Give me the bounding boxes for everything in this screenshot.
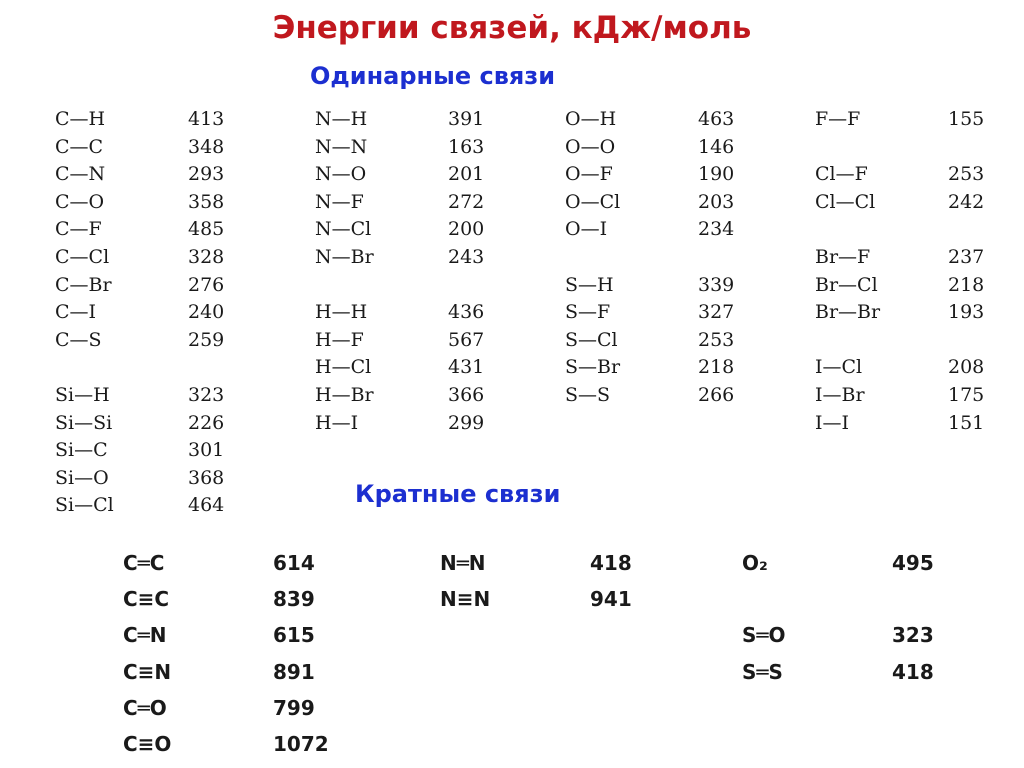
bond-energy: 567 (448, 328, 485, 351)
bond-energy: 495 (892, 551, 934, 575)
bond-label: H—H (315, 301, 368, 324)
bond-label: C—F (55, 218, 102, 241)
bond-label: C═O (123, 695, 167, 720)
bond-energy: 190 (698, 163, 735, 186)
bond-energy: 463 (698, 108, 735, 130)
bond-label: I—Br (815, 384, 865, 406)
slide-title: Энергии связей, кДж/моль (272, 10, 752, 46)
bond-energy: 200 (448, 218, 485, 241)
bond-label: Cl—F (815, 163, 868, 186)
bond-label: S—H (565, 273, 614, 296)
bond-energy: 418 (892, 659, 934, 684)
bond-label: F—F (815, 108, 861, 130)
bond-label: C≡C (123, 587, 170, 612)
bond-energy: 327 (698, 301, 735, 324)
bond-label: C—H (55, 108, 106, 130)
bond-energy: 208 (948, 356, 985, 379)
multiple-bonds-heading: Кратные связи (355, 480, 561, 508)
bond-energy: 237 (948, 246, 985, 268)
bond-energy: 201 (448, 163, 485, 186)
bond-energy: 891 (273, 659, 315, 684)
bond-energy: 839 (273, 587, 315, 612)
bond-label: Si—C (55, 439, 108, 462)
bond-label: O₂ (742, 551, 768, 575)
bond-label: S═S (742, 659, 783, 684)
bond-label: H—I (315, 411, 359, 434)
bond-energy: 299 (448, 411, 485, 434)
bond-energy: 272 (448, 190, 485, 213)
bond-energy: 146 (698, 135, 735, 158)
bond-energy: 253 (948, 163, 985, 186)
bond-label: I—I (815, 411, 850, 434)
single-bonds-heading: Одинарные связи (310, 62, 556, 90)
bond-label: O—F (565, 163, 613, 186)
bond-label: Br—Br (815, 301, 881, 324)
bond-energy: 301 (188, 439, 225, 462)
bond-energy: 413 (188, 108, 225, 130)
bond-label: O—I (565, 218, 608, 241)
bond-label: C—I (55, 301, 97, 324)
bond-energy: 226 (188, 411, 225, 434)
bond-label: H—Cl (315, 356, 372, 379)
bond-energy: 218 (698, 356, 735, 379)
bond-label: O—H (565, 108, 617, 130)
bond-label: C—N (55, 163, 106, 186)
bond-label: H—F (315, 328, 364, 351)
bond-energy: 436 (448, 301, 485, 324)
bond-label: N—F (315, 190, 364, 213)
bond-energy: 368 (188, 466, 225, 489)
bond-label: H—Br (315, 384, 374, 406)
bond-energy: 391 (448, 108, 485, 130)
bond-label: C═N (123, 623, 167, 648)
bond-label: S—F (565, 301, 611, 324)
bond-energy: 193 (948, 301, 985, 324)
bond-energy: 293 (188, 163, 225, 186)
bond-label: O—O (565, 135, 616, 158)
bond-label: N═N (440, 551, 486, 575)
bond-energy: 151 (948, 411, 985, 434)
bond-energy: 266 (698, 384, 735, 406)
bond-label: Si—H (55, 384, 110, 406)
bond-energy: 253 (698, 328, 735, 351)
bond-label: C—Cl (55, 246, 110, 268)
bond-label: Br—Cl (815, 273, 878, 296)
bond-label: C═C (123, 551, 165, 575)
bond-label: C—C (55, 135, 104, 158)
bond-label: C—Br (55, 273, 112, 296)
bond-energy: 328 (188, 246, 225, 268)
bond-label: I—Cl (815, 356, 863, 379)
bond-energy: 941 (590, 587, 632, 612)
bond-label: C—S (55, 328, 102, 351)
bond-energy: 175 (948, 384, 985, 406)
bond-energy: 431 (448, 356, 485, 379)
bond-energy: 614 (273, 551, 315, 575)
bond-energy: 203 (698, 190, 735, 213)
bond-label: N—N (315, 135, 368, 158)
bond-label: Si—O (55, 466, 109, 489)
bond-label: N—Br (315, 246, 374, 268)
bond-label: N—O (315, 163, 367, 186)
bond-label: N—Cl (315, 218, 372, 241)
bond-label: C≡N (123, 659, 172, 684)
bond-energy: 240 (188, 301, 225, 324)
bond-label: C≡O (123, 732, 172, 756)
bond-energy: 358 (188, 190, 225, 213)
bond-energy: 485 (188, 218, 225, 241)
bond-energy: 1072 (273, 732, 329, 756)
bond-label: N≡N (440, 587, 491, 612)
bond-energy: 243 (448, 246, 485, 268)
bond-energy: 218 (948, 273, 985, 296)
bond-label: S═O (742, 623, 786, 648)
bond-energy: 348 (188, 135, 225, 158)
bond-label: Br—F (815, 246, 871, 268)
bond-label: Si—Cl (55, 494, 114, 517)
bond-energy: 259 (188, 328, 225, 351)
bond-energy: 276 (188, 273, 225, 296)
bond-energy: 366 (448, 384, 485, 406)
bond-energy: 234 (698, 218, 735, 241)
bond-label: S—Cl (565, 328, 618, 351)
bond-label: Cl—Cl (815, 190, 876, 213)
bond-energy: 464 (188, 494, 225, 517)
bond-energy: 615 (273, 623, 315, 648)
bond-label: S—S (565, 384, 611, 406)
bond-label: Si—Si (55, 411, 113, 434)
bond-energy: 155 (948, 108, 985, 130)
bond-energy: 163 (448, 135, 485, 158)
bond-label: C—O (55, 190, 105, 213)
bond-energy: 418 (590, 551, 632, 575)
bond-energy: 799 (273, 695, 315, 720)
bond-energy: 323 (892, 623, 934, 648)
bond-label: O—Cl (565, 190, 621, 213)
bond-energy: 323 (188, 384, 225, 406)
bond-label: N—H (315, 108, 368, 130)
bond-energy: 339 (698, 273, 735, 296)
bond-energy: 242 (948, 190, 985, 213)
bond-label: S—Br (565, 356, 621, 379)
